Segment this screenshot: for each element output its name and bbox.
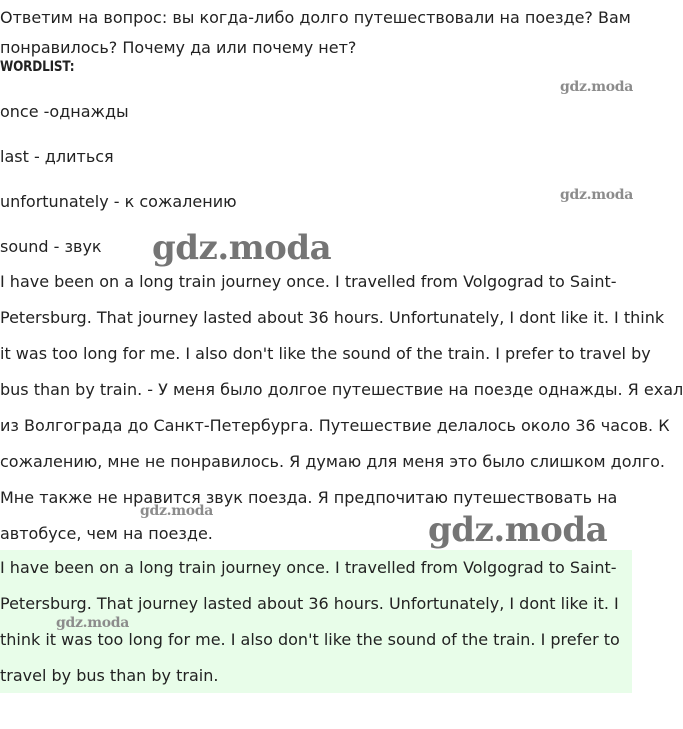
wordlist-item: once -однажды <box>0 102 129 121</box>
intro-question-cut-line: понравилось? Почему да или почему нет? <box>0 38 357 57</box>
answer-line: автобусе, чем на поезде. <box>0 524 213 543</box>
wordlist-item: unfortunately - к сожалению <box>0 192 237 211</box>
intro-question: Ответим на вопрос: вы когда-либо долго путешествовали на поезде? Вам <box>0 8 631 27</box>
answer-line: из Волгограда до Санкт-Петербурга. Путешествие делалось около 36 часов. К <box>0 416 670 435</box>
answer-line: it was too long for me. I also don't like the sound of the train. I prefer to travel by <box>0 344 651 363</box>
watermark-logo: gdz.moda <box>56 615 130 631</box>
wordlist-item: last - длиться <box>0 147 114 166</box>
answer-line: bus than by train. - У меня было долгое путешествие на поезде однажды. Я ехал <box>0 380 683 399</box>
watermark-logo-large: gdz.moda <box>428 510 608 550</box>
highlighted-answer-line: I have been on a long train journey once. I travelled from Volgograd to Saint- <box>0 558 617 577</box>
watermark-logo: gdz.moda <box>560 79 634 95</box>
answer-line: I have been on a long train journey once. I travelled from Volgograd to Saint- <box>0 272 617 291</box>
highlighted-answer-line: think it was too long for me. I also don't like the sound of the train. I prefer to <box>0 630 620 649</box>
watermark-logo-large: gdz.moda <box>152 228 332 268</box>
wordlist-item: sound - звук <box>0 237 102 256</box>
answer-line: Мне также не нравится звук поезда. Я предпочитаю путешествовать на <box>0 488 618 507</box>
watermark-logo: gdz.moda <box>140 503 214 519</box>
highlighted-answer-line: Petersburg. That journey lasted about 36 hours. Unfortunately, I dont like it. I <box>0 594 619 613</box>
watermark-logo: gdz.moda <box>560 187 634 203</box>
answer-paragraph <box>0 264 683 552</box>
highlighted-answer-line: travel by bus than by train. <box>0 666 219 685</box>
answer-line: сожалению, мне не понравилось. Я думаю для меня это было слишком долго. <box>0 452 665 471</box>
answer-line: Petersburg. That journey lasted about 36 hours. Unfortunately, I dont like it. I think <box>0 308 665 327</box>
wordlist-heading: WORDLIST: <box>0 59 75 75</box>
